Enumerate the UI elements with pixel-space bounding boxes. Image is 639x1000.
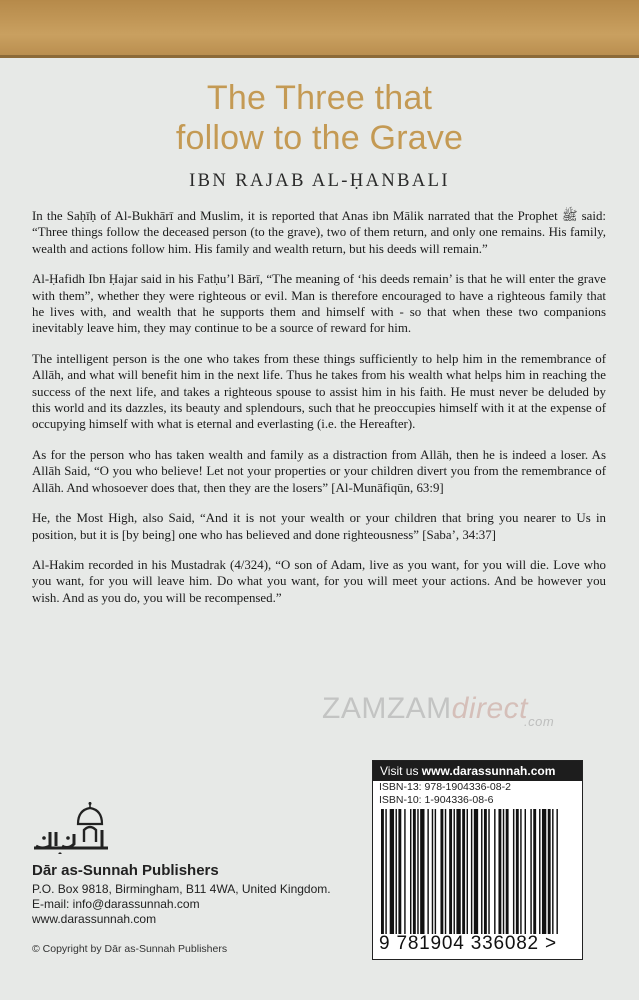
book-title-line-1: The Three that bbox=[206, 79, 433, 117]
book-title bbox=[0, 78, 639, 158]
isbn-10: ISBN-10: 1-904336-08-6 bbox=[379, 794, 494, 806]
watermark-part-a: ZAMZAM bbox=[322, 692, 452, 725]
publisher-website[interactable]: www.darassunnah.com bbox=[32, 912, 157, 926]
paragraph: As for the person who has taken wealth and family as a distraction from Allāh, then he is indeed a loser. As Allāh Said, “O you who believe! Let not your properties or your children divert you from the remembrance of Allāh. And whosoever does that, then they are the losers” [Al-Munāfiqūn, 63:9] bbox=[32, 447, 606, 495]
copyright-notice: © Copyright by Dār as-Sunnah Publishers bbox=[32, 943, 228, 955]
watermark bbox=[322, 692, 555, 729]
visit-bar bbox=[373, 761, 582, 781]
isbn-13: ISBN-13: 978-1904336-08-2 bbox=[379, 781, 511, 793]
visit-url[interactable]: www.darassunnah.com bbox=[421, 764, 556, 778]
publisher-name: Dār as-Sunnah Publishers bbox=[32, 862, 219, 879]
visit-prefix: Visit us bbox=[380, 764, 422, 778]
paragraph: Al-Hakim recorded in his Mustadrak (4/324), “O son of Adam, live as you want, for you will die. Love who you want, for you will leave him. Do what you want, for you will meet your actions. And be however you wish. And as you do, you will be recompensed.” bbox=[32, 557, 606, 605]
barcode bbox=[379, 809, 575, 934]
book-title-line-2: follow to the Grave bbox=[175, 119, 464, 157]
watermark-part-b: direct bbox=[451, 692, 529, 725]
paragraph: He, the Most High, also Said, “And it is not your wealth or your children that bring you nearer to Us in position, but it is [by being] one who has believed and done righteousness” [Saba’, 34:37] bbox=[32, 511, 606, 542]
paragraph: The intelligent person is the one who takes from these things sufficiently to help him in the remembrance of Allāh, and what will benefit him in the next life. Thus he takes from his wealth what helps him in reaching the success of the next life, and takes a righteous spouse to assist him in his faith. He must never be deluded by this world and its dazzles, its beauty and splendours, such that he preoccupies himself with it at the expense of occupying himself with what is eternal and everlasting (i.e. the Hereafter). bbox=[32, 351, 606, 432]
paragraph: In the Saḥīḥ of Al-Bukhārī and Muslim, it is reported that Anas ibn Mālik narrated that the Prophet ﷺ said: “Three things follow the deceased person (to the grave), two of them return, and only one remains. His family, wealth and actions follow him. His family and wealth return, but his deeds will remain.” bbox=[32, 209, 606, 256]
publisher-contact bbox=[32, 882, 331, 927]
isbn-box bbox=[372, 760, 583, 960]
author-name: IBN RAJAB AL-ḤANBALI bbox=[189, 171, 450, 191]
publisher-email[interactable]: E-mail: info@darassunnah.com bbox=[32, 897, 200, 911]
barcode-number: 9 781904 336082 > bbox=[379, 933, 557, 954]
paragraph: Al-Ḥafidh Ibn Ḥajar said in his Fatḥu’l Bārī, “The meaning of ‘his deeds remain’ is that he will enter the grave with them”, whether they were righteous or evil. Man is therefore encouraged to have a righteous family that he lives with, and wealth that he supports them and himself with - so that when these two companions inevitably leave him, they may continue to be a source of reward for him. bbox=[32, 272, 606, 336]
publisher-address: P.O. Box 9818, Birmingham, B11 4WA, United Kingdom. bbox=[32, 882, 331, 896]
top-gold-band bbox=[0, 0, 639, 58]
dar-as-sunnah-logo-icon bbox=[32, 802, 110, 854]
watermark-part-c: .com bbox=[524, 714, 555, 729]
back-cover-text bbox=[32, 208, 606, 620]
